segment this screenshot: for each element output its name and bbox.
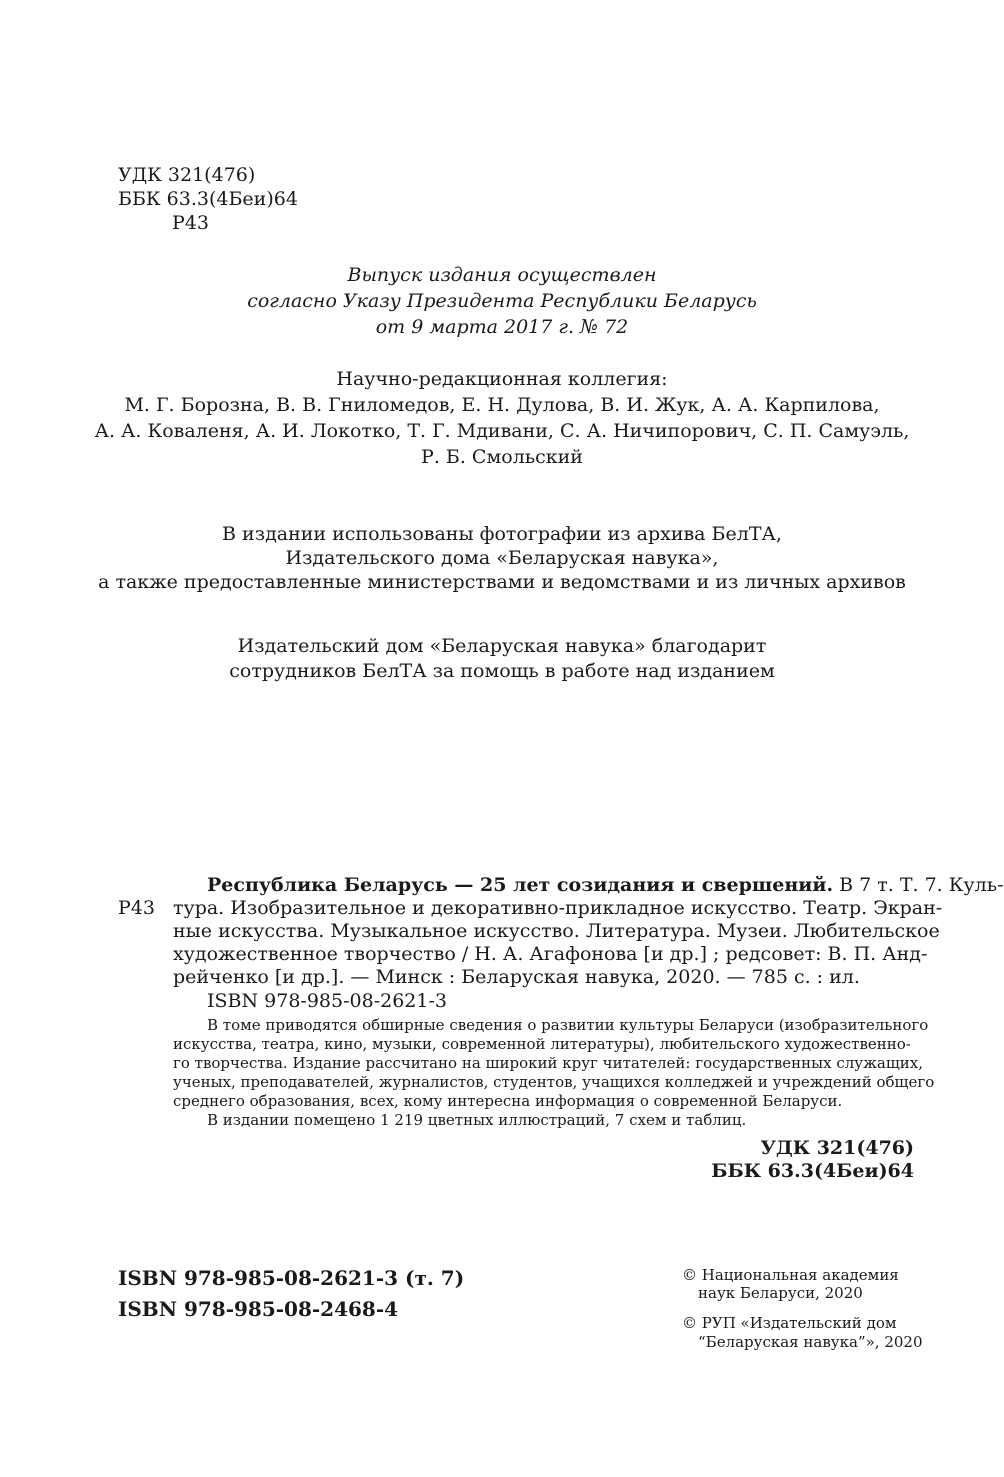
udk-code-card: УДК 321(476) (760, 1137, 914, 1159)
catalog-title-rest: В 7 т. Т. 7. Куль- (839, 874, 1004, 896)
catalog-line-5: рейченко [и др.]. — Минск : Беларуская навука, 2020. — 785 с. : ил. (173, 966, 860, 988)
board-line-1: М. Г. Борозна, В. В. Гниломедов, Е. Н. Дулова, В. И. Жук, А. А. Карпилова, (124, 394, 880, 416)
photos-note-line-2: Издательского дома «Беларуская навука», (285, 547, 719, 569)
annotation-line-5: среднего образования, всех, кому интересна информация о современной Беларуси. (173, 1092, 843, 1110)
decree-line-1: Выпуск издания осуществлен (347, 264, 657, 286)
photos-note-line-3: а также предоставленные министерствами и ведомствами и из личных архивов (98, 571, 906, 593)
annotation-line-2: искусства, театра, кино, музыки, современной литературы), любительского художественно- (173, 1035, 911, 1053)
thanks-note-line-2: сотрудников БелТА за помощь в работе над изданием (229, 660, 775, 682)
bbk-code-top: ББК 63.3(4Беи)64 (118, 188, 298, 210)
catalog-line-3: ные искусства. Музыкальное искусство. Литература. Музеи. Любительское (173, 920, 940, 942)
board-heading: Научно-редакционная коллегия: (336, 368, 668, 390)
catalog-line-4: художественное творчество / Н. А. Агафонова [и др.] ; редсовет: В. П. Анд- (173, 943, 928, 965)
annotation-line-3: го творчества. Издание рассчитано на широкий круг читателей: государственных служащих, (173, 1054, 923, 1072)
board-line-2: А. А. Коваленя, А. И. Локотко, Т. Г. Мдивани, С. А. Ничипорович, С. П. Самуэль, (94, 420, 910, 442)
udk-code-top: УДК 321(476) (118, 164, 256, 186)
bbk-code-card: ББК 63.3(4Беи)64 (711, 1160, 914, 1182)
catalog-isbn: ISBN 978-985-08-2621-3 (207, 990, 447, 1012)
annotation-line-4: ученых, преподавателей, журналистов, студентов, учащихся колледжей и учреждений общего (173, 1073, 935, 1091)
photos-note-line-1: В издании использованы фотографии из архива БелТА, (222, 523, 782, 545)
catalog-title-line (207, 873, 1003, 897)
author-sign-top: Р43 (172, 212, 209, 234)
thanks-note-line-1: Издательский дом «Беларуская навука» благодарит (237, 635, 767, 657)
catalog-sign: Р43 (118, 897, 155, 919)
annotation-line-1: В томе приводятся обширные сведения о развитии культуры Беларуси (изобразительного (207, 1016, 929, 1034)
annotation-line-6: В издании помещено 1 219 цветных иллюстраций, 7 схем и таблиц. (207, 1111, 747, 1129)
copyright-academy-line-1: © Национальная академия (682, 1266, 899, 1284)
isbn-volume: ISBN 978-985-08-2621-3 (т. 7) (118, 1266, 465, 1290)
copyright-academy-line-2: наук Беларуси, 2020 (698, 1284, 863, 1302)
isbn-series: ISBN 978-985-08-2468-4 (118, 1297, 399, 1321)
decree-line-3: от 9 марта 2017 г. № 72 (375, 316, 629, 338)
decree-line-2: согласно Указу Президента Республики Беларусь (247, 290, 757, 312)
copyright-publisher-line-2: “Беларуская навука”», 2020 (698, 1333, 923, 1351)
board-line-3: Р. Б. Смольский (421, 446, 583, 468)
copyright-publisher-line-1: © РУП «Издательский дом (682, 1314, 897, 1332)
catalog-line-2: тура. Изобразительное и декоративно-прикладное искусство. Театр. Экран- (173, 897, 943, 919)
catalog-title-bold: Республика Беларусь — 25 лет созидания и свершений. (207, 874, 834, 896)
